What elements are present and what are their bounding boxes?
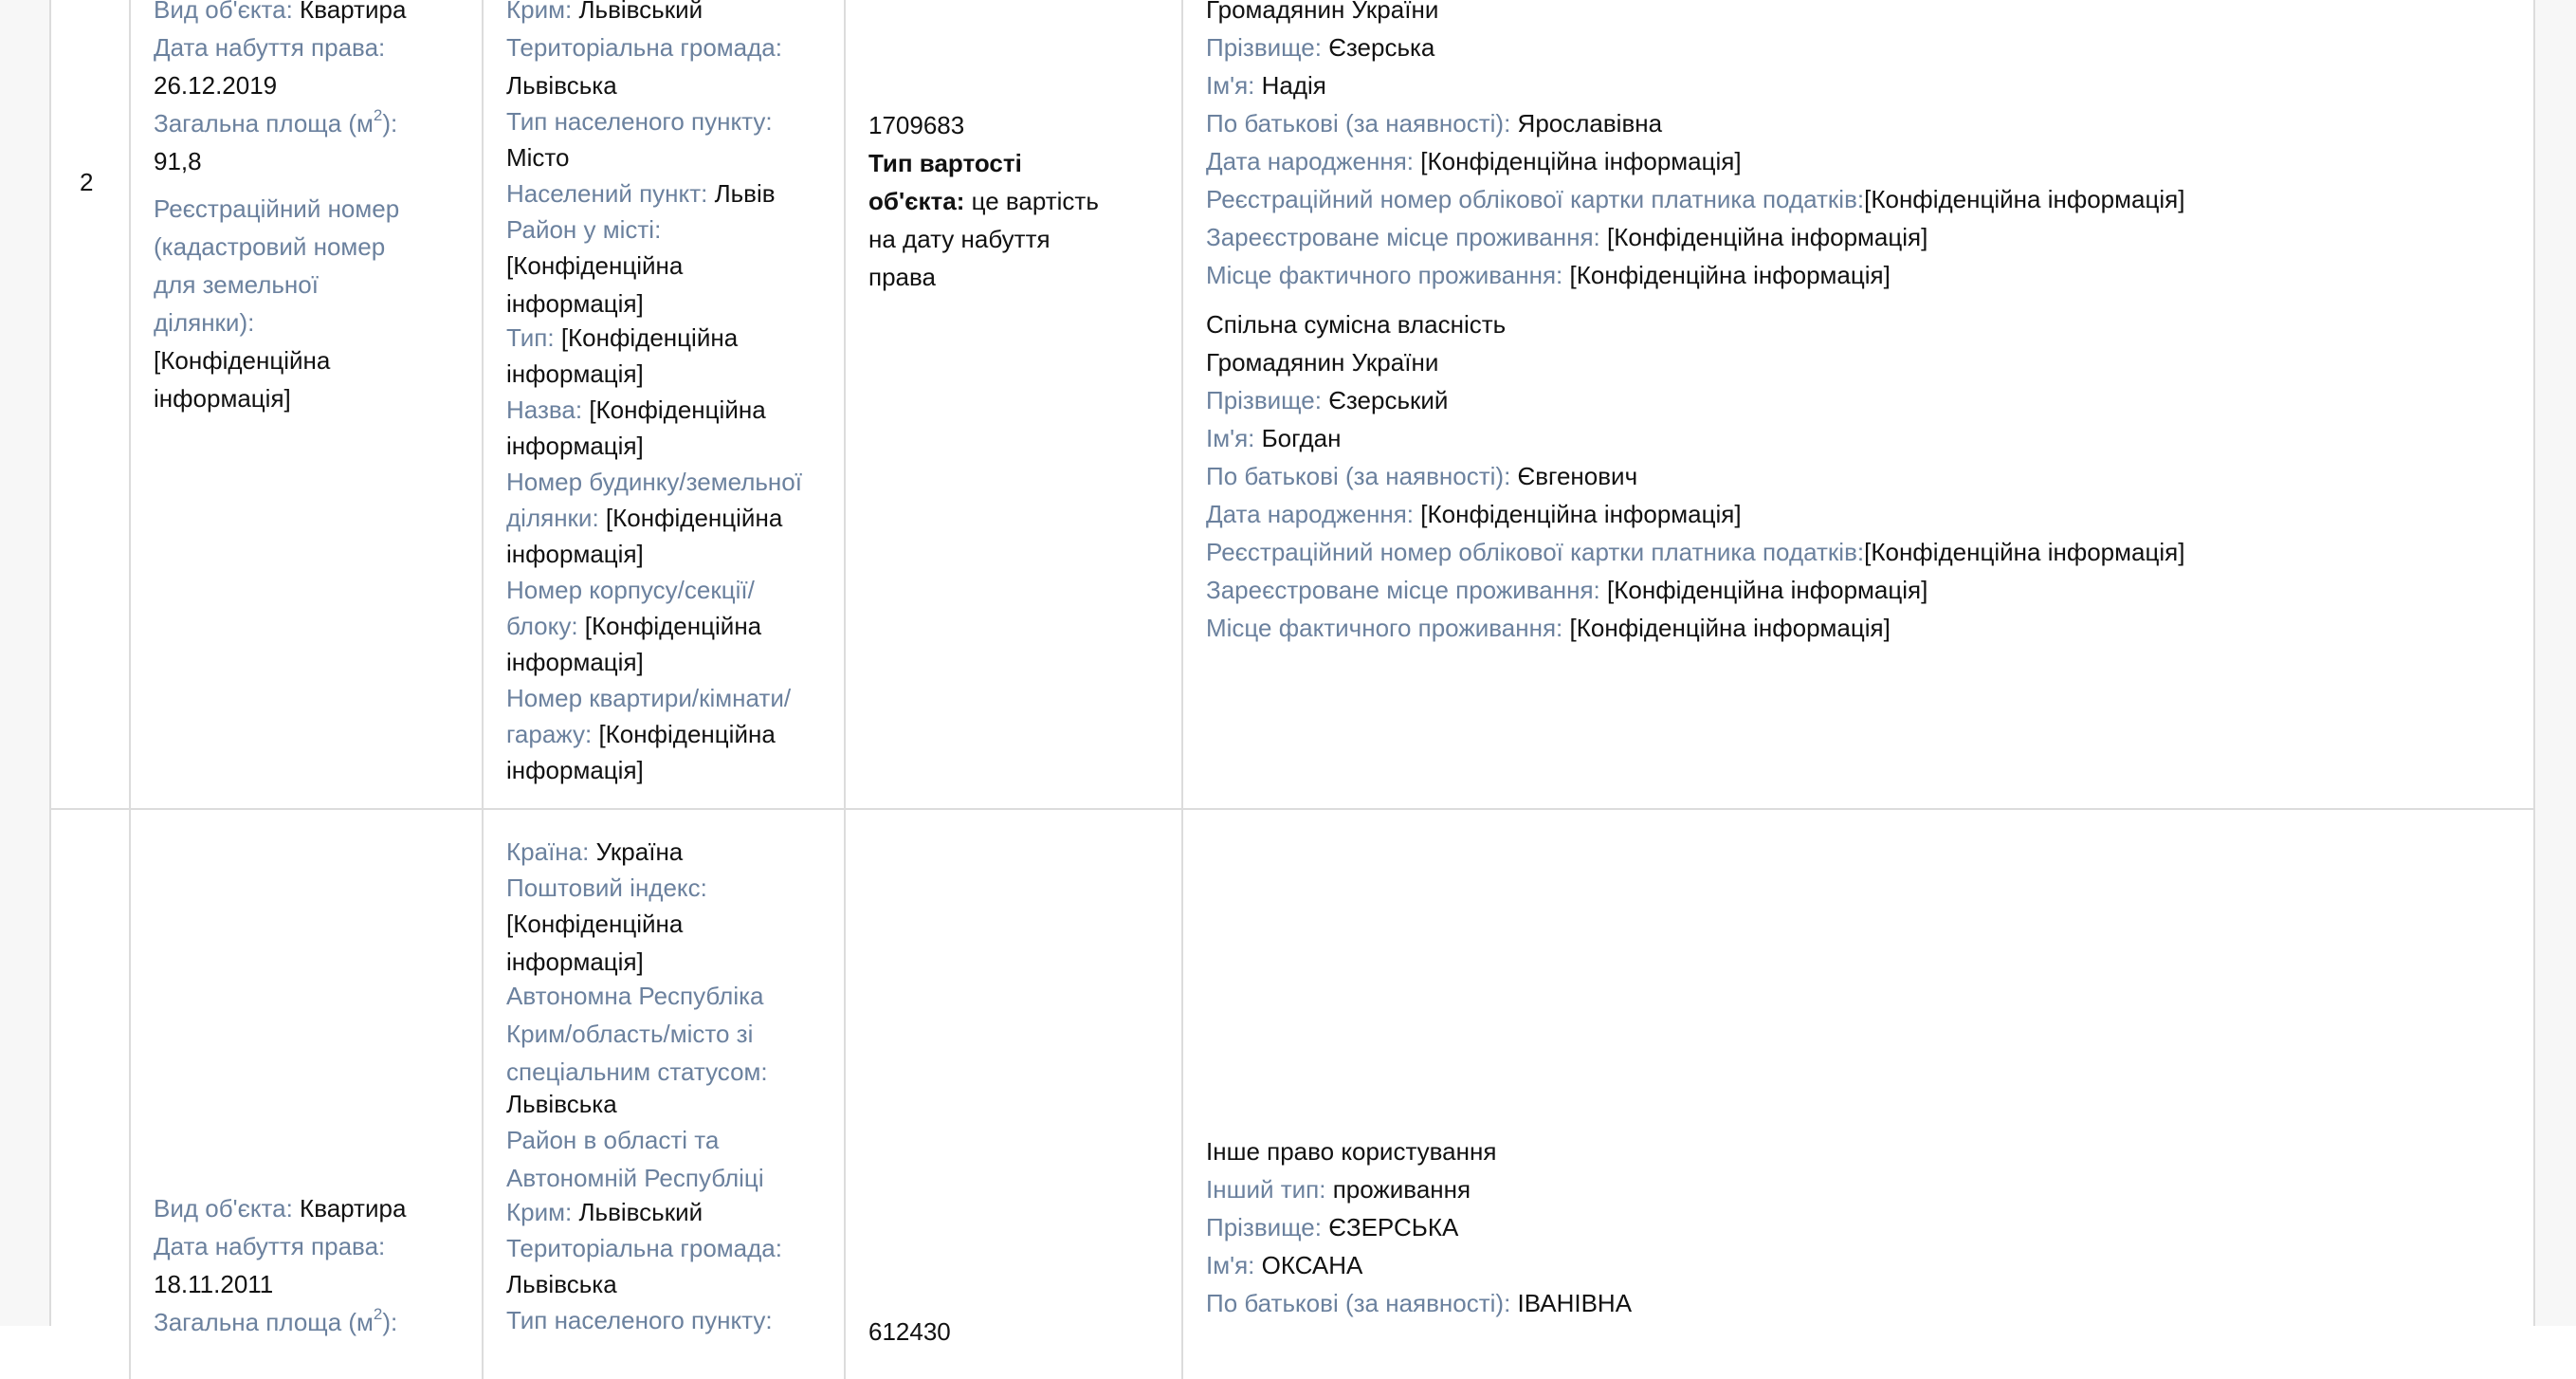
district-label: Район у місті: — [506, 215, 662, 244]
property-table — [49, 0, 2535, 1346]
house-value-cont: інформація] — [506, 540, 644, 568]
date-value: 18.11.2011 — [154, 1270, 274, 1298]
street-type-line: Тип: [Конфіденційна — [506, 323, 739, 352]
table-row — [51, 810, 2533, 1379]
area-label: Загальна площа $(м^2)$: — [154, 106, 398, 138]
district-label: Район в області та Автономній Республіці — [506, 1126, 764, 1192]
object-type-line: Вид об'єкта: Квартира — [154, 1194, 407, 1223]
community-value: Львівська — [506, 1270, 617, 1298]
object-type-value: Квартира — [300, 0, 407, 24]
object-type-label: Вид об'єкта: — [154, 0, 293, 24]
region-label: Автономна Республіка Крим/область/місто зі спеціальним статусом: — [506, 982, 768, 1086]
apartment-line: гаражу: [Конфіденційна — [506, 720, 776, 748]
object-cell — [131, 0, 484, 808]
date-value: 26.12.2019 — [154, 71, 278, 100]
crimea-line: Крим: Львівський — [506, 0, 703, 24]
owners-cell — [1183, 810, 2533, 1379]
object-cell — [131, 810, 484, 1379]
postal-value: [Конфіденційна інформація] — [506, 910, 684, 976]
building-label: Номер корпусу/секції/ — [506, 576, 755, 604]
building-line: блоку: [Конфіденційна — [506, 612, 762, 640]
apartment-value-cont: інформація] — [506, 756, 644, 784]
address-cell — [484, 0, 846, 808]
region-value: Львівська — [506, 1090, 617, 1118]
community-value: Львівська — [506, 71, 617, 100]
object-value: 1709683 — [868, 111, 965, 139]
area-value: 91,8 — [154, 147, 202, 175]
object-value: 612430 — [868, 1317, 951, 1346]
community-label: Територіальна громада: — [506, 33, 782, 62]
postal-label: Поштовий індекс: — [506, 873, 707, 902]
area-label: Загальна площа $(м^2)$: — [154, 1305, 398, 1336]
street-type-value-cont: інформація] — [506, 359, 644, 388]
right-type: Інше право користування — [1206, 1137, 1497, 1166]
community-label: Територіальна громада: — [506, 1234, 782, 1262]
owner-block: Спільна сумісна власність Громадянин України Прізвище: Єзерський Ім'я: Богдан По батькові (за наявності): Євгенович Дата народження: [Конфіденційна інформація] Реєстраційний номер облікової картки платника податків:[Конфіденційна інформація] Зареєстроване місце проживання: [Конфіденційна інформація] Місце фактичного проживання: [Конфіденційна інформація] — [1206, 305, 2184, 647]
settlement-line: Населений пункт: Львів — [506, 179, 776, 208]
object-type-line — [154, 0, 406, 28]
district-value: [Конфіденційна інформація] — [506, 251, 684, 318]
owner-block: Громадянин України Прізвище: Єзерська Ім'я: Надія По батькові (за наявності): Ярославівна Дата народження: [Конфіденційна інформація] Реєстраційний номер облікової картки платника податків:[Конфіденційна інформація] Зареєстроване місце проживання: [Конфіденційна інформація] Місце фактичного проживання: [Конфіденційна інформація] — [1206, 0, 2184, 294]
street-name-line: Назва: [Конфіденційна — [506, 395, 766, 424]
value-type: Тип вартості об'єкта: це вартість на дату набуття права — [868, 149, 1099, 291]
house-line: ділянки: [Конфіденційна — [506, 504, 783, 532]
owners-cell — [1183, 0, 2533, 808]
citizenship: Громадянин України — [1206, 0, 1439, 24]
table-row — [51, 0, 2533, 810]
country-line: Країна: Україна — [506, 837, 684, 866]
house-label: Номер будинку/земельної — [506, 468, 802, 496]
building-value-cont: інформація] — [506, 648, 644, 676]
reg-number-value: [Конфіденційна інформація] — [154, 346, 331, 413]
date-label: Дата набуття права: — [154, 1232, 386, 1260]
date-label: Дата набуття права: — [154, 33, 386, 62]
right-holder-block: Інше право користування Інший тип: проживання Прізвище: ЄЗЕРСЬКА Ім'я: ОКСАНА По батькові (за наявності): ІВАНІВНА — [1206, 1132, 1632, 1322]
ownership-type: Спільна сумісна власність — [1206, 310, 1507, 339]
settlement-type-label: Тип населеного пункту: — [506, 1306, 773, 1334]
number-cell — [51, 0, 131, 808]
address-cell — [484, 810, 846, 1379]
number-cell — [51, 810, 131, 1379]
row-number: 2 — [80, 168, 94, 196]
value-cell — [846, 810, 1183, 1379]
value-cell — [846, 0, 1183, 808]
settlement-type-label: Тип населеного пункту: — [506, 107, 773, 136]
settlement-type-value: Місто — [506, 143, 570, 172]
district-line: Крим: Львівський — [506, 1198, 703, 1226]
street-name-value-cont: інформація] — [506, 432, 644, 460]
apartment-label: Номер квартири/кімнати/ — [506, 684, 792, 712]
reg-number-label: Реєстраційний номер (кадастровий номер для земельної ділянки): — [154, 194, 400, 337]
citizenship: Громадянин України — [1206, 348, 1439, 377]
